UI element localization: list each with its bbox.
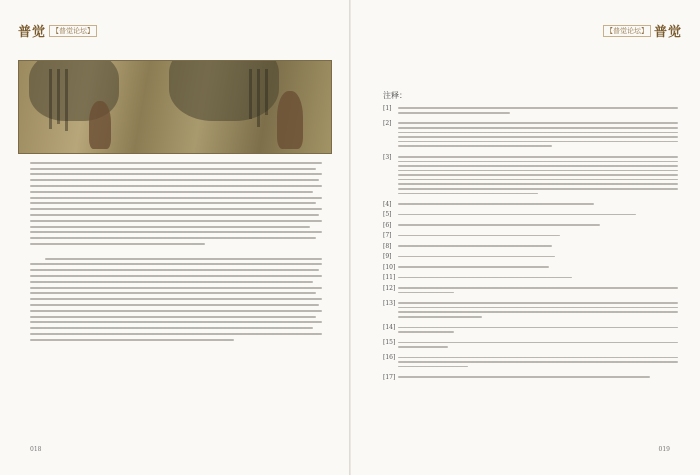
note-item [383,339,678,351]
notes-title: 注释： [383,91,407,100]
journal-logo: 普觉 [18,25,47,40]
note-number: [5] [383,211,392,219]
note-number: [14] [383,324,396,332]
note-number: [15] [383,339,396,347]
section-tag: 【普觉论坛】 [603,25,651,37]
note-item [383,211,678,218]
right-page [351,0,700,475]
left-body-text [30,158,322,345]
note-number: [7] [383,232,392,240]
notes-list [383,105,678,384]
note-item [383,300,678,321]
note-number: [10] [383,263,396,271]
note-item [383,253,678,260]
note-number: [17] [383,373,396,381]
note-item [383,354,678,370]
right-page-header [603,21,682,40]
note-item [383,232,678,239]
note-item [383,105,678,117]
left-page-number: 018 [30,446,42,453]
note-number: [1] [383,105,392,112]
landscape-painting-image [18,60,332,154]
right-page-number: 019 [658,446,670,453]
note-item [383,120,678,150]
note-number: [16] [383,354,396,362]
note-item [383,374,678,381]
note-number: [12] [383,284,396,292]
note-item [383,154,678,198]
note-item [383,274,678,281]
note-item [383,324,678,336]
note-item [383,222,678,229]
note-number: [13] [383,299,396,307]
note-number: [2] [383,120,392,128]
left-page-header [18,21,97,40]
note-number: [8] [383,242,392,250]
section-tag: 【普觉论坛】 [49,25,97,37]
note-item [383,285,678,297]
note-number: [11] [383,274,396,282]
note-item [383,201,678,208]
note-number: [6] [383,221,392,229]
note-item [383,264,678,271]
note-number: [9] [383,253,392,261]
left-page [0,0,349,475]
journal-logo: 普觉 [653,25,682,40]
note-item [383,243,678,250]
note-number: [4] [383,200,392,208]
note-number: [3] [383,153,392,161]
